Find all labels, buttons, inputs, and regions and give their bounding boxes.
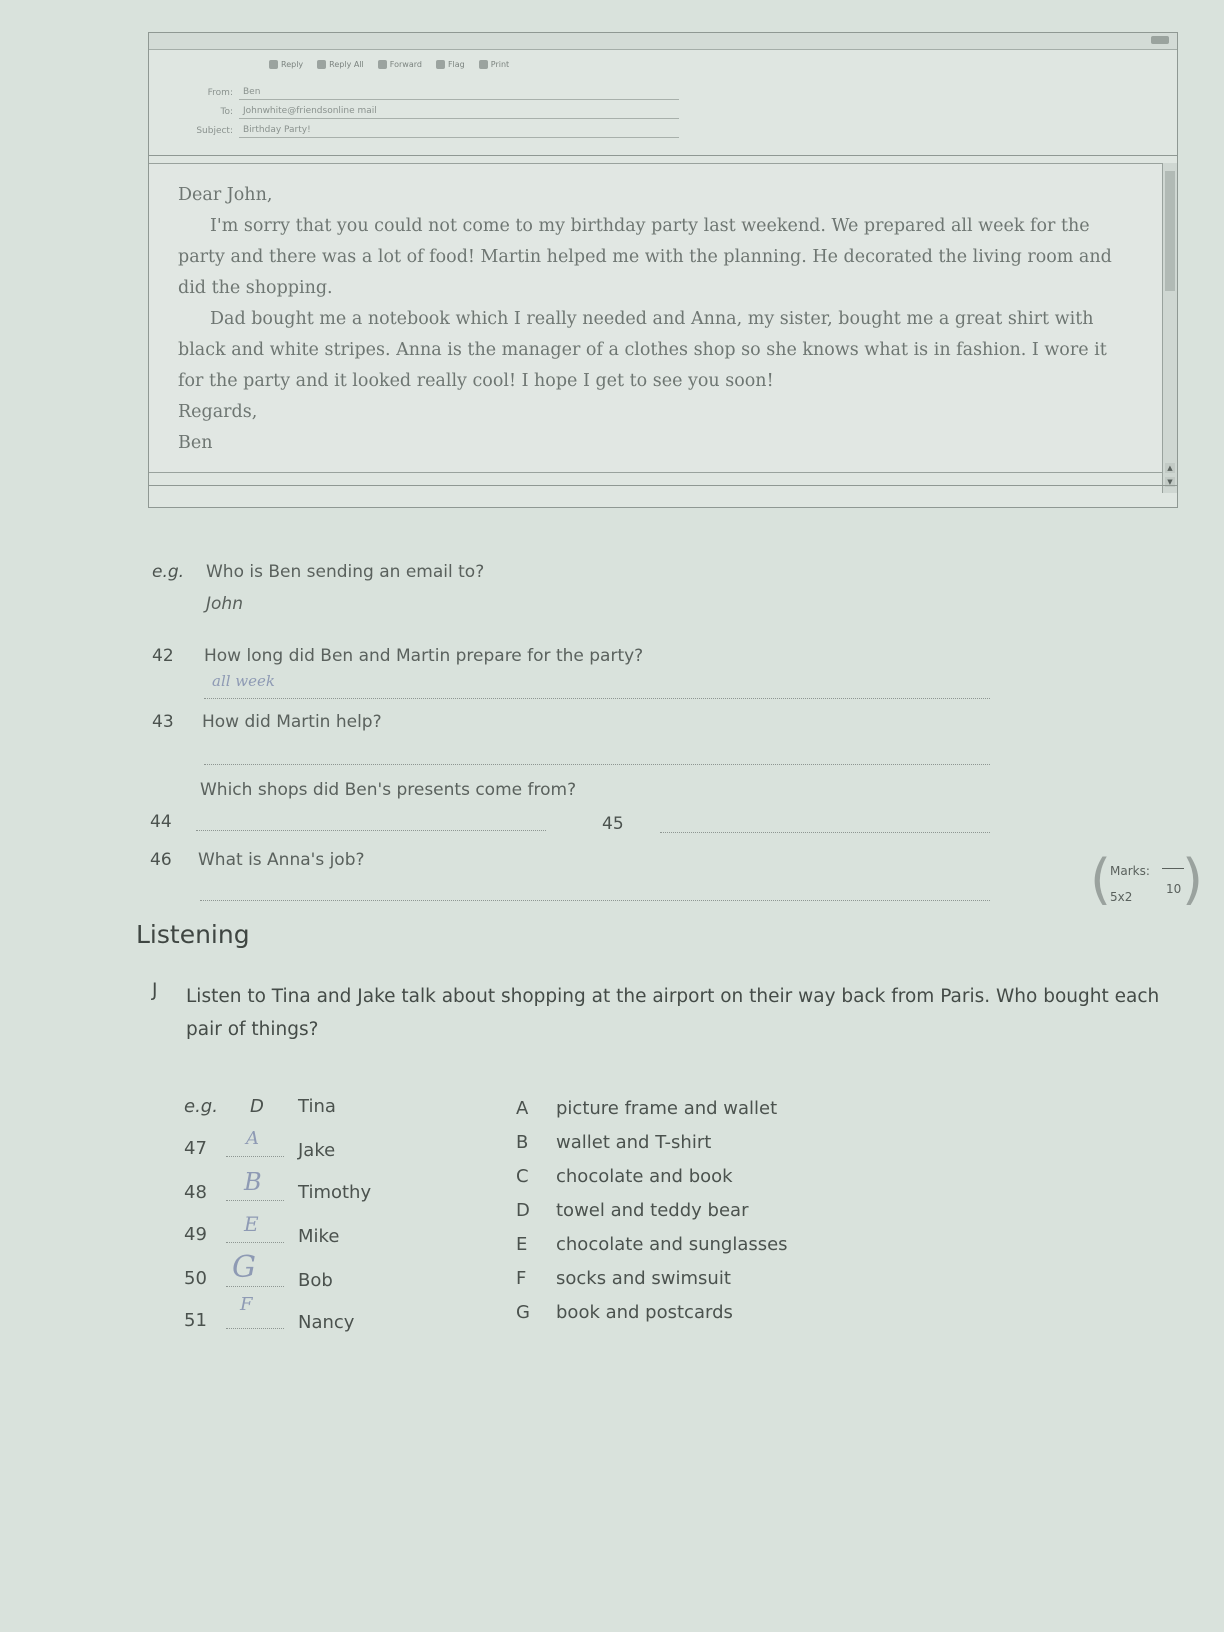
row-51-handwritten-answer: F xyxy=(240,1294,253,1315)
row-48-number: 48 xyxy=(184,1182,207,1203)
subject-label: Subject: xyxy=(196,125,233,136)
option-d-text: towel and teddy bear xyxy=(556,1200,749,1221)
option-b xyxy=(516,1132,711,1153)
row-47-number: 47 xyxy=(184,1138,207,1159)
option-f xyxy=(516,1268,731,1289)
example-question: Who is Ben sending an email to? xyxy=(206,562,485,582)
row-50-number: 50 xyxy=(184,1268,207,1289)
option-d-letter: D xyxy=(516,1200,530,1221)
scrollbar[interactable] xyxy=(1162,163,1177,493)
q44-number: 44 xyxy=(150,812,172,832)
listening-heading: Listening xyxy=(136,920,250,949)
row-51-name: Nancy xyxy=(298,1312,355,1333)
row-47-handwritten-answer: A xyxy=(246,1128,259,1149)
option-f-letter: F xyxy=(516,1268,527,1289)
email-body xyxy=(178,180,1120,459)
email-greeting: Dear John, xyxy=(178,185,273,205)
option-e-letter: E xyxy=(516,1234,528,1255)
option-b-text: wallet and T-shirt xyxy=(556,1132,712,1153)
listening-example-name: Tina xyxy=(298,1096,336,1117)
option-g-text: book and postcards xyxy=(556,1302,733,1323)
email-closing: Regards, xyxy=(178,402,258,422)
row-49-name: Mike xyxy=(298,1226,340,1247)
email-signature: Ben xyxy=(178,433,213,453)
q42-answer-line[interactable] xyxy=(204,698,990,699)
bottom-bar xyxy=(149,485,1177,486)
scroll-thumb[interactable] xyxy=(1165,171,1175,291)
subject-value[interactable]: Birthday Party! xyxy=(239,123,679,138)
header-divider xyxy=(149,155,1177,156)
option-c-letter: C xyxy=(516,1166,529,1187)
row-49-handwritten-answer: E xyxy=(244,1212,259,1236)
q42-handwritten-answer: all week xyxy=(212,672,275,690)
print-button[interactable]: Print xyxy=(479,55,509,73)
option-a xyxy=(516,1098,777,1119)
forward-icon xyxy=(378,60,387,69)
flag-button[interactable]: Flag xyxy=(436,55,465,73)
from-value[interactable]: Ben xyxy=(239,85,679,100)
email-toolbar xyxy=(269,55,509,73)
q44-45-intro: Which shops did Ben's presents come from? xyxy=(200,780,577,800)
marks-box: ( ) Marks: 5x2 10 xyxy=(1090,848,1204,911)
reply-all-icon xyxy=(317,60,326,69)
forward-button[interactable]: Forward xyxy=(378,55,422,73)
listening-example-answer: D xyxy=(250,1096,264,1117)
listening-example-label: e.g. xyxy=(184,1096,218,1117)
option-e-text: chocolate and sunglasses xyxy=(556,1234,788,1255)
reply-all-button[interactable]: Reply All xyxy=(317,55,364,73)
option-e xyxy=(516,1234,788,1255)
option-a-letter: A xyxy=(516,1098,529,1119)
q45-number: 45 xyxy=(602,814,624,834)
option-a-text: picture frame and wallet xyxy=(556,1098,778,1119)
marks-multiplier: 5x2 xyxy=(1110,890,1133,904)
option-f-text: socks and swimsuit xyxy=(556,1268,731,1289)
flag-icon xyxy=(436,60,445,69)
row-50-handwritten-answer: G xyxy=(232,1250,256,1285)
from-label: From: xyxy=(207,87,233,98)
row-47-name: Jake xyxy=(298,1140,336,1161)
reply-icon xyxy=(269,60,278,69)
example-answer: John xyxy=(206,594,243,614)
marks-label: Marks: xyxy=(1110,864,1150,878)
row-50-answer-line[interactable] xyxy=(226,1286,284,1287)
task-letter: J xyxy=(152,980,158,1001)
row-48-answer-line[interactable] xyxy=(226,1200,284,1201)
row-48-handwritten-answer: B xyxy=(244,1168,262,1196)
email-paragraph-2: Dad bought me a notebook which I really needed and Anna, my sister, bought me a great shirt with black and white stripes. Anna is the manager of a clothes shop so she knows what is in fashion. I wore it for the party and it looked really cool! I hope I get to see you soon! xyxy=(178,309,1107,391)
scroll-down-icon[interactable]: ▼ xyxy=(1165,477,1175,487)
from-field xyxy=(179,83,679,102)
q46-number: 46 xyxy=(150,850,172,870)
marks-total: 10 xyxy=(1166,882,1182,896)
q44-answer-line[interactable] xyxy=(196,830,546,831)
option-c xyxy=(516,1166,733,1187)
listening-instruction: Listen to Tina and Jake talk about shopping at the airport on their way back from Paris. Who bought each pair of things? xyxy=(186,986,1160,1040)
q43-answer-line[interactable] xyxy=(204,764,990,765)
q45-answer-line[interactable] xyxy=(660,832,990,833)
row-51-answer-line[interactable] xyxy=(226,1328,284,1329)
q43-text: How did Martin help? xyxy=(202,712,382,732)
example-label: e.g. xyxy=(152,562,185,582)
to-field xyxy=(179,102,679,121)
title-bar xyxy=(149,33,1177,50)
option-g xyxy=(516,1302,733,1323)
subject-field xyxy=(179,121,679,140)
row-49-number: 49 xyxy=(184,1224,207,1245)
option-b-letter: B xyxy=(516,1132,529,1153)
row-47-answer-line[interactable] xyxy=(226,1156,284,1157)
marks-score-line[interactable] xyxy=(1162,868,1184,869)
to-label: To: xyxy=(220,106,233,117)
row-50-name: Bob xyxy=(298,1270,333,1291)
scroll-up-icon[interactable]: ▲ xyxy=(1165,463,1175,473)
row-49-answer-line[interactable] xyxy=(226,1242,284,1243)
option-d xyxy=(516,1200,748,1221)
reply-button[interactable]: Reply xyxy=(269,55,303,73)
q42-text: How long did Ben and Martin prepare for the party? xyxy=(204,646,644,666)
row-51-number: 51 xyxy=(184,1310,207,1331)
q43-number: 43 xyxy=(152,712,174,732)
to-value[interactable]: Johnwhite@friendsonline mail xyxy=(239,104,679,119)
q42-number: 42 xyxy=(152,646,174,666)
window-controls[interactable] xyxy=(1151,36,1169,44)
option-c-text: chocolate and book xyxy=(556,1166,733,1187)
row-48-name: Timothy xyxy=(298,1182,372,1203)
email-header-fields xyxy=(179,83,679,140)
print-icon xyxy=(479,60,488,69)
option-g-letter: G xyxy=(516,1302,530,1323)
q46-answer-line[interactable] xyxy=(200,900,990,901)
email-paragraph-1: I'm sorry that you could not come to my birthday party last weekend. We prepared all week for the party and there was a lot of food! Martin helped me with the planning. He decorated the living room and did the shopping. xyxy=(178,216,1112,298)
q46-text: What is Anna's job? xyxy=(198,850,365,870)
